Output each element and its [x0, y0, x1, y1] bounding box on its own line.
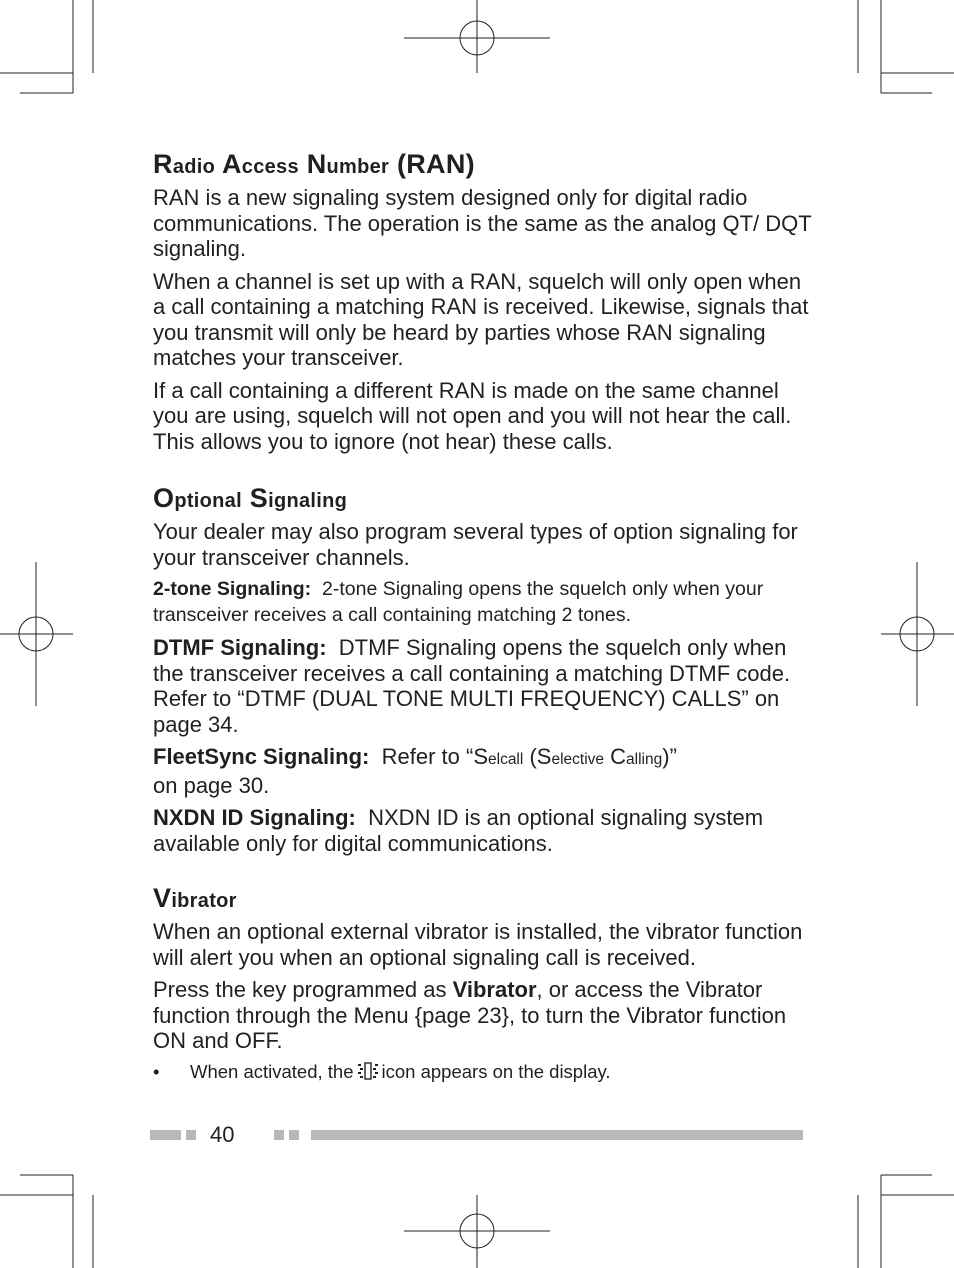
vibrator-paragraph-2: Press the key programmed as Vibrator, or access the Vibrator function through the Menu {page 23}, to turn the Vibrator function ON and OFF.	[153, 977, 787, 1053]
nxdn-label: NXDN ID Signaling:	[153, 805, 356, 830]
ran-paragraph-1: RAN is a new signaling system designed only for digital radio communications. The operation is the same as the analog QT/ DQT signaling.	[153, 185, 812, 261]
fleetsync-signaling-item: FleetSync Signaling: Refer to “Selcall (Selective Calling)” on page 30.	[153, 744, 677, 798]
footer-bar	[186, 1130, 196, 1140]
footer-bar	[274, 1130, 284, 1140]
two-tone-signaling-item	[153, 577, 813, 628]
ran-heading: Radio Access Number (RAN)	[153, 149, 475, 179]
dtmf-text: DTMF Signaling opens the squelch only when the transceiver receives a call containing a matching DTMF code. Refer to “DTMF (DUAL TONE MULTI FREQUENCY) CALLS” on page 34.	[153, 635, 791, 737]
footer-bar	[150, 1130, 181, 1140]
two-tone-text: 2-tone Signaling opens the squelch only when your transceiver receives a call containing matching 2 tones.	[153, 578, 764, 626]
page-number: 40	[210, 1122, 235, 1147]
page-content	[153, 146, 813, 1084]
vibrator-icon	[357, 1061, 379, 1081]
optional-signaling-intro: Your dealer may also program several types of option signaling for your transceiver channels.	[153, 519, 798, 570]
vibrator-note: • When activated, the icon appears on the display.	[153, 1060, 611, 1082]
ran-paragraph-2: When a channel is set up with a RAN, squelch will only open when a call containing a matching RAN is received. Likewise, signals that you transmit will only be heard by parties whose RAN signaling matches your transceiver.	[153, 268, 809, 370]
bullet: •	[153, 1060, 160, 1082]
nxdn-id-signaling-item	[153, 805, 813, 856]
vibrator-heading: Vibrator	[153, 883, 237, 913]
vibrator-paragraph-1: When an optional external vibrator is installed, the vibrator function will alert you when an optional signaling call is received.	[153, 919, 803, 970]
two-tone-label: 2-tone Signaling:	[153, 578, 312, 600]
ran-paragraph-3: If a call containing a different RAN is made on the same channel you are using, squelch will not open and you will not hear the call. This allows you to ignore (not hear) these calls.	[153, 377, 792, 454]
dtmf-label: DTMF Signaling:	[153, 635, 327, 660]
footer-bar	[289, 1130, 299, 1140]
dtmf-signaling-item	[153, 635, 813, 737]
footer-bar	[311, 1130, 803, 1140]
page-footer	[150, 1122, 803, 1148]
fleetsync-label: FleetSync Signaling:	[153, 744, 370, 769]
optional-signaling-heading: Optional Signaling	[153, 483, 348, 513]
nxdn-text: NXDN ID is an optional signaling system available only for digital communications.	[153, 805, 764, 856]
